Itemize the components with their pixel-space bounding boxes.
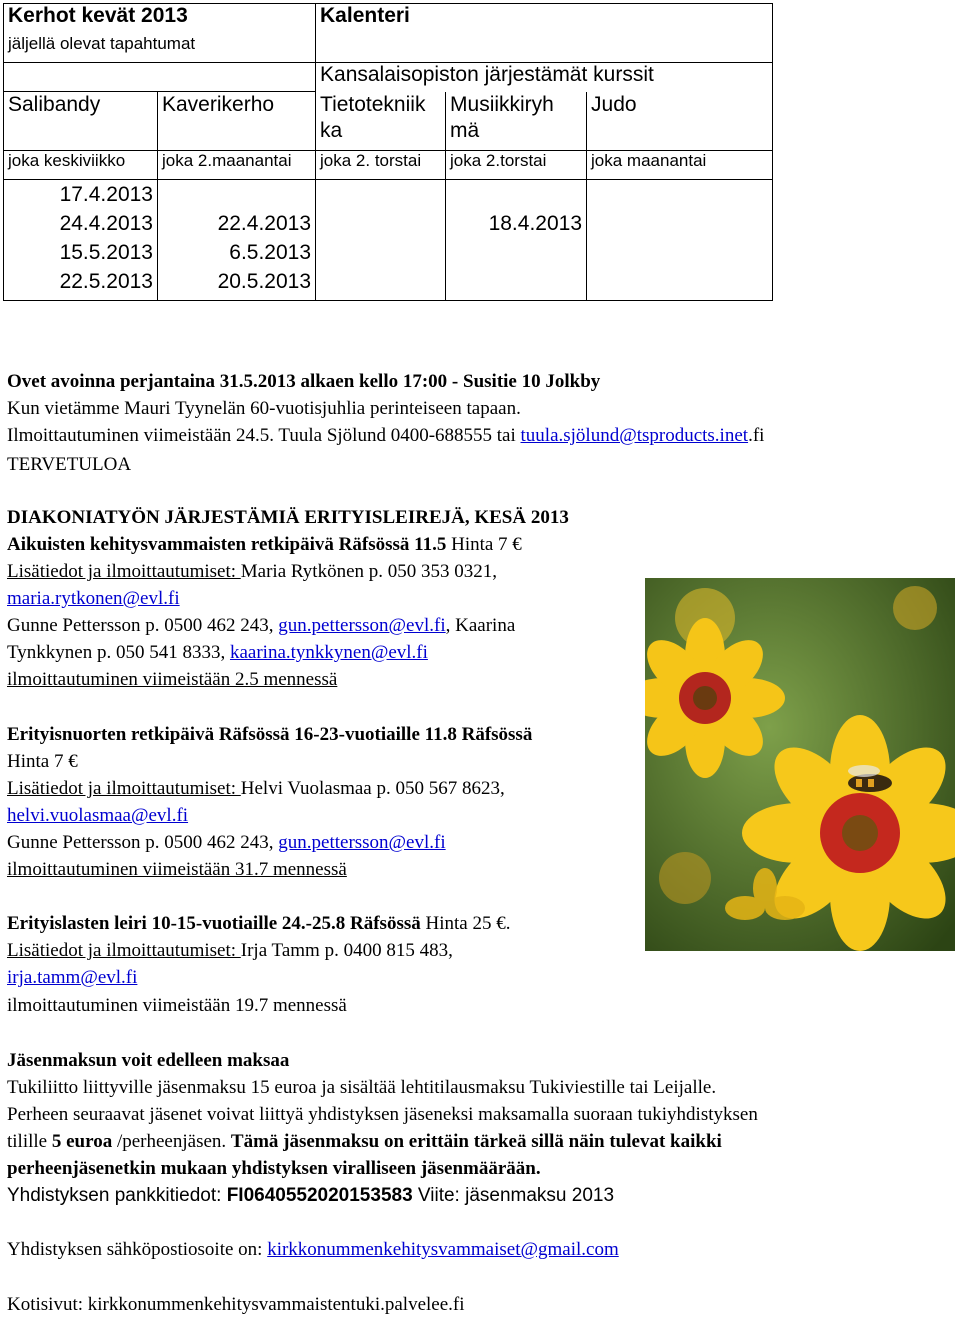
deadline-3: ilmoittautuminen viimeistään 19.7 mennessä bbox=[7, 995, 347, 1016]
kotisivut: Kotisivut: kirkkonummenkehitysvammaistentuki.palvelee.fi bbox=[7, 1294, 465, 1315]
dates-judo bbox=[587, 180, 773, 301]
helvi-line: Lisätiedot ja ilmoittautumiset: Helvi Vuolasmaa p. 050 567 8623, bbox=[7, 778, 505, 799]
diakonia-heading: DIAKONIATYÖN JÄRJESTÄMIÄ ERITYISLEIREJÄ, KESÄ 2013 bbox=[7, 507, 569, 528]
irja-line: Lisätiedot ja ilmoittautumiset: Irja Tamm p. 0400 815 483, bbox=[7, 940, 453, 961]
gunne-line-2: Gunne Pettersson p. 0500 462 243, gun.pettersson@evl.fi bbox=[7, 832, 446, 853]
irja-email-link[interactable]: irja.tamm@evl.fi bbox=[7, 967, 138, 988]
jasenmaksu-heading: Jäsenmaksun voit edelleen maksaa bbox=[7, 1050, 290, 1071]
calendar-table bbox=[3, 3, 773, 301]
ovet-line1: Kun vietämme Mauri Tyynelän 60-vuotisjuhlia perinteiseen tapaan. bbox=[7, 398, 521, 419]
lapset-line: Erityislasten leiri 10-15-vuotiaille 24.-25.8 Räfsössä Hinta 25 €. bbox=[7, 913, 511, 934]
maria-email-link[interactable]: maria.rytkonen@evl.fi bbox=[7, 588, 180, 609]
email-line: Yhdistyksen sähköpostiosoite on: kirkkonummenkehitysvammaiset@gmail.com bbox=[7, 1239, 619, 1260]
kaarina-line: Tynkkynen p. 050 541 8333, kaarina.tynkkynen@evl.fi bbox=[7, 642, 428, 663]
calendar-subtitle: jäljellä olevat tapahtumat bbox=[4, 34, 316, 63]
flower-photo bbox=[645, 578, 955, 951]
bank-details: Yhdistyksen pankkitiedot: FI0640552020153583 Viite: jäsenmaksu 2013 bbox=[7, 1185, 615, 1206]
irja-email-line bbox=[7, 964, 137, 991]
calendar-title-right: Kalenteri bbox=[316, 4, 773, 35]
kansalaisopisto-heading: Kansalaisopiston järjestämät kurssit bbox=[316, 63, 773, 92]
association-email-link[interactable]: kirkkonummenkehitysvammaiset@gmail.com bbox=[267, 1239, 619, 1260]
club-salibandy: Salibandy bbox=[4, 92, 158, 151]
helvi-email-line bbox=[7, 802, 188, 829]
dates-tietotekniikka bbox=[316, 180, 446, 301]
club-kaverikerho: Kaverikerho bbox=[158, 92, 316, 151]
ovet-line2: Ilmoittautuminen viimeistään 24.5. Tuula Sjölund 0400-688555 tai tuula.sjölund@tsproducts.inet.fi bbox=[7, 425, 765, 446]
tuula-email-link[interactable]: tuula.sjölund@tsproducts.inet bbox=[520, 425, 749, 446]
calendar-title: Kerhot kevät 2013 bbox=[4, 4, 316, 35]
dates-kaverikerho: 22.4.2013 6.5.2013 20.5.2013 bbox=[158, 180, 316, 301]
when-kaverikerho: joka 2.maanantai bbox=[158, 151, 316, 180]
jasenmaksu-line3: tilille 5 euroa /perheenjäsen. Tämä jäsenmaksu on erittäin tärkeä sillä näin tulevat kaikki bbox=[7, 1131, 722, 1152]
deadline-1: ilmoittautuminen viimeistään 2.5 mennessä bbox=[7, 669, 338, 690]
gun-email-link-2[interactable]: gun.pettersson@evl.fi bbox=[278, 832, 446, 853]
when-musiikkiryhma: joka 2.torstai bbox=[446, 151, 587, 180]
ovet-heading: Ovet avoinna perjantaina 31.5.2013 alkaen kello 17:00 - Susitie 10 Jolkby bbox=[7, 371, 601, 392]
jasenmaksu-line2: Perheen seuraavat jäsenet voivat liittyä yhdistyksen jäseneksi maksamalla suoraan tukiyhdistyksen bbox=[7, 1104, 758, 1125]
jasenmaksu-line1: Tukiliitto liittyville jäsenmaksu 15 euroa ja sisältää lehtitilausmaksu Tukiviestille tai Leijalle. bbox=[7, 1077, 717, 1098]
kaarina-email-link[interactable]: kaarina.tynkkynen@evl.fi bbox=[229, 642, 428, 663]
gunne-line-1: Gunne Pettersson p. 0500 462 243, gun.pettersson@evl.fi, Kaarina bbox=[7, 615, 516, 636]
nuoret-heading: Erityisnuorten retkipäivä Räfsössä 16-23-vuotiaille 11.8 Räfsössä bbox=[7, 724, 533, 745]
dates-musiikkiryhma: 18.4.2013 bbox=[446, 180, 587, 301]
deadline-2: ilmoittautuminen viimeistään 31.7 mennessä bbox=[7, 859, 347, 880]
when-tietotekniikka: joka 2. torstai bbox=[316, 151, 446, 180]
aikuisten-line: Aikuisten kehitysvammaisten retkipäivä Räfsössä 11.5 Hinta 7 € bbox=[7, 534, 522, 555]
maria-email-line bbox=[7, 585, 180, 612]
jasenmaksu-line4: perheenjäsenetkin mukaan yhdistyksen viralliseen jäsenmäärään. bbox=[7, 1158, 541, 1179]
dates-salibandy: 17.4.2013 24.4.2013 15.5.2013 22.5.2013 bbox=[4, 180, 158, 301]
when-salibandy: joka keskiviikko bbox=[4, 151, 158, 180]
nuoret-price: Hinta 7 € bbox=[7, 751, 78, 772]
club-musiikkiryhma: Musiikkiryh mä bbox=[446, 92, 587, 151]
club-judo: Judo bbox=[587, 92, 773, 151]
helvi-email-link[interactable]: helvi.vuolasmaa@evl.fi bbox=[7, 805, 189, 826]
when-judo: joka maanantai bbox=[587, 151, 773, 180]
club-tietotekniikka: Tietotekniik ka bbox=[316, 92, 446, 151]
maria-line: Lisätiedot ja ilmoittautumiset: Maria Rytkönen p. 050 353 0321, bbox=[7, 561, 498, 582]
flower-illustration bbox=[645, 578, 955, 951]
gun-email-link[interactable]: gun.pettersson@evl.fi bbox=[278, 615, 446, 636]
tervetuloa: TERVETULOA bbox=[7, 454, 132, 475]
